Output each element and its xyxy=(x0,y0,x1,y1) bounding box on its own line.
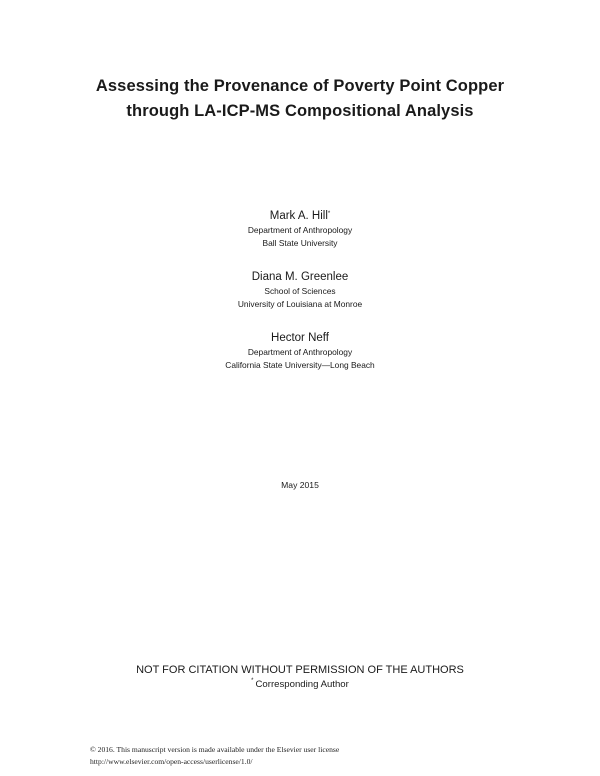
author-department: School of Sciences xyxy=(264,286,336,296)
corresponding-marker: * xyxy=(327,211,331,217)
author-institution: University of Louisiana at Monroe xyxy=(237,298,363,309)
corresponding-marker: * xyxy=(251,678,254,684)
license-url[interactable]: http://www.elsevier.com/open-access/userlicense/1.0/ xyxy=(90,756,253,766)
corresponding-label: Corresponding Author xyxy=(255,679,349,690)
author-department: Department of Anthropology xyxy=(247,225,353,235)
author-name: Hector Neff xyxy=(271,332,329,344)
author-name: Diana M. Greenlee xyxy=(251,271,349,283)
manuscript-date: May 2015 xyxy=(281,480,319,490)
author-department: Department of Anthropology xyxy=(247,347,353,357)
license-text: © 2016. This manuscript version is made available under the Elsevier user license xyxy=(90,745,340,754)
title-line-1: Assessing the Provenance of Poverty Point Copper xyxy=(95,77,505,95)
license-footer xyxy=(90,744,339,767)
author-institution: Ball State University xyxy=(262,237,338,248)
paper-title xyxy=(0,74,600,124)
corresponding-author-note xyxy=(0,678,600,691)
author-institution: California State University—Long Beach xyxy=(225,359,375,370)
author-block-hill xyxy=(0,209,600,249)
author-block-greenlee xyxy=(0,270,600,310)
title-line-2: through LA-ICP-MS Compositional Analysis xyxy=(126,102,474,120)
citation-notice: NOT FOR CITATION WITHOUT PERMISSION OF THE AUTHORS xyxy=(136,664,464,676)
author-block-neff xyxy=(0,331,600,371)
author-name: Mark A. Hill* xyxy=(269,210,331,222)
